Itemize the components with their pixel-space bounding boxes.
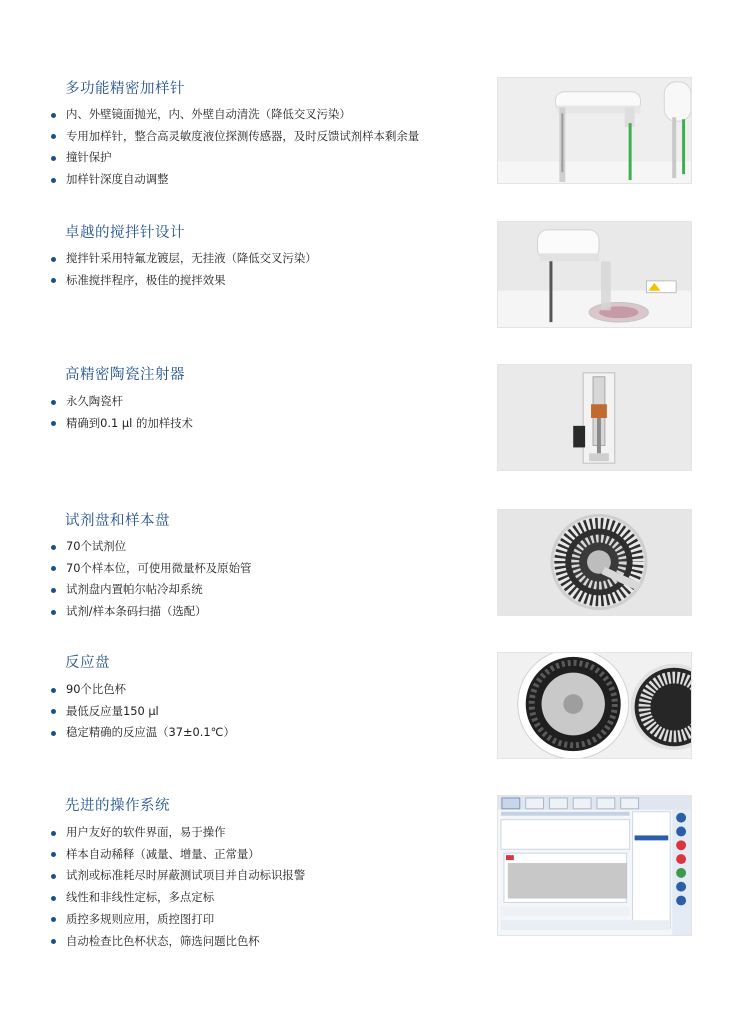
list-item: 90个比色杯 [50,679,235,701]
list-item: 70个样本位，可使用微量杯及原始管 [50,558,251,580]
reagent-disk-photo [497,509,692,616]
list-item: 稳定精确的反应温（37±0.1℃） [50,722,235,744]
section-title-ceramic-syringe: 高精密陶瓷注射器 [65,367,185,383]
bullet-list-ceramic-syringe [50,391,193,434]
list-item: 试剂或标准耗尽时屏蔽测试项目并自动标识报警 [50,865,305,887]
list-item: 内、外壁镜面抛光，内、外壁自动清洗（降低交叉污染） [50,104,419,126]
sample-probe-photo [497,77,692,184]
list-item: 永久陶瓷杆 [50,391,193,413]
list-item: 用户友好的软件界面，易于操作 [50,822,305,844]
reaction-disk-photo [497,652,692,759]
list-item: 70个试剂位 [50,536,251,558]
bullet-list-reaction-disk [50,679,235,744]
list-item: 样本自动稀释（减量、增量、正常量） [50,844,305,866]
list-item: 最低反应量150 μl [50,701,235,723]
section-title-operating-system: 先进的操作系统 [65,798,170,814]
bullet-list-operating-system [50,822,305,952]
section-title-sample-probe: 多功能精密加样针 [65,81,185,97]
list-item: 撞针保护 [50,147,419,169]
list-item: 质控多规则应用，质控图打印 [50,909,305,931]
list-item: 自动检查比色杯状态，筛选问题比色杯 [50,931,305,953]
list-item: 精确到0.1 μl 的加样技术 [50,413,193,435]
list-item: 专用加样针，整合高灵敏度液位探测传感器，及时反馈试剂样本剩余量 [50,126,419,148]
list-item: 试剂盘内置帕尔帖冷却系统 [50,579,251,601]
list-item: 标准搅拌程序，极佳的搅拌效果 [50,270,317,292]
section-title-reaction-disk: 反应盘 [65,655,110,671]
stirring-rod-photo [497,221,692,328]
software-screenshot [497,795,692,936]
section-title-reagent-disk: 试剂盘和样本盘 [65,513,170,529]
list-item: 搅拌针采用特氟龙镀层，无挂液（降低交叉污染） [50,248,317,270]
bullet-list-sample-probe [50,104,419,191]
bullet-list-stirring-rod [50,248,317,291]
list-item: 线性和非线性定标，多点定标 [50,887,305,909]
section-title-stirring-rod: 卓越的搅拌针设计 [65,225,185,241]
list-item: 试剂/样本条码扫描（选配） [50,601,251,623]
list-item: 加样针深度自动调整 [50,169,419,191]
ceramic-syringe-photo [497,364,692,471]
bullet-list-reagent-disk [50,536,251,623]
